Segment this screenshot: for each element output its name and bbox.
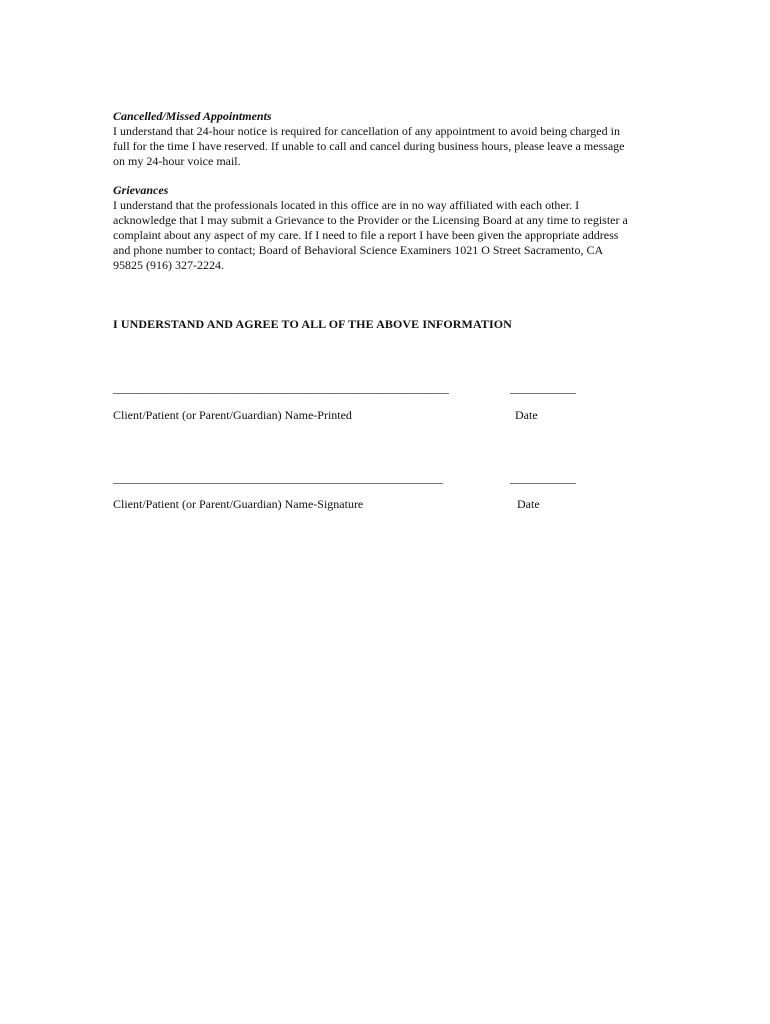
cancellation-line-2: full for the time I have reserved. If unable to call and cancel during business hours, please leave a message <box>113 139 625 153</box>
grievances-section <box>113 183 658 273</box>
grievances-line-3: complaint about any aspect of my care. If I need to file a report I have been given the appropriate address <box>113 228 619 242</box>
printed-date-label: Date <box>515 408 538 422</box>
cancellation-heading: Cancelled/Missed Appointments <box>113 109 272 123</box>
printed-name-label: Client/Patient (or Parent/Guardian) Name-Printed <box>113 408 352 422</box>
cancellation-line-1: I understand that 24-hour notice is required for cancellation of any appointment to avoid being charged in <box>113 124 620 138</box>
grievances-line-4: and phone number to contact; Board of Behavioral Science Examiners 1021 O Street Sacramento, CA <box>113 243 604 257</box>
printed-date-line[interactable]: ___________ <box>510 381 576 395</box>
signature-date-label: Date <box>517 497 540 511</box>
cancellation-line-3: on my 24-hour voice mail. <box>113 154 241 168</box>
grievances-line-2: acknowledge that I may submit a Grievance to the Provider or the Licensing Board at any time to register a <box>113 213 628 227</box>
cancellation-section <box>113 109 658 169</box>
agreement-statement: I UNDERSTAND AND AGREE TO ALL OF THE ABOVE INFORMATION <box>113 317 512 331</box>
grievances-line-5: 95825 (916) 327-2224. <box>113 258 224 272</box>
signature-name-label: Client/Patient (or Parent/Guardian) Name-Signature <box>113 497 364 511</box>
signature-date-line[interactable]: ___________ <box>510 471 576 485</box>
grievances-heading: Grievances <box>113 183 169 197</box>
printed-name-line[interactable]: ________________________________________________________ <box>113 381 449 395</box>
grievances-line-1: I understand that the professionals located in this office are in no way affiliated with each other. I <box>113 198 580 212</box>
signature-name-line[interactable]: _______________________________________________________ <box>113 471 443 485</box>
